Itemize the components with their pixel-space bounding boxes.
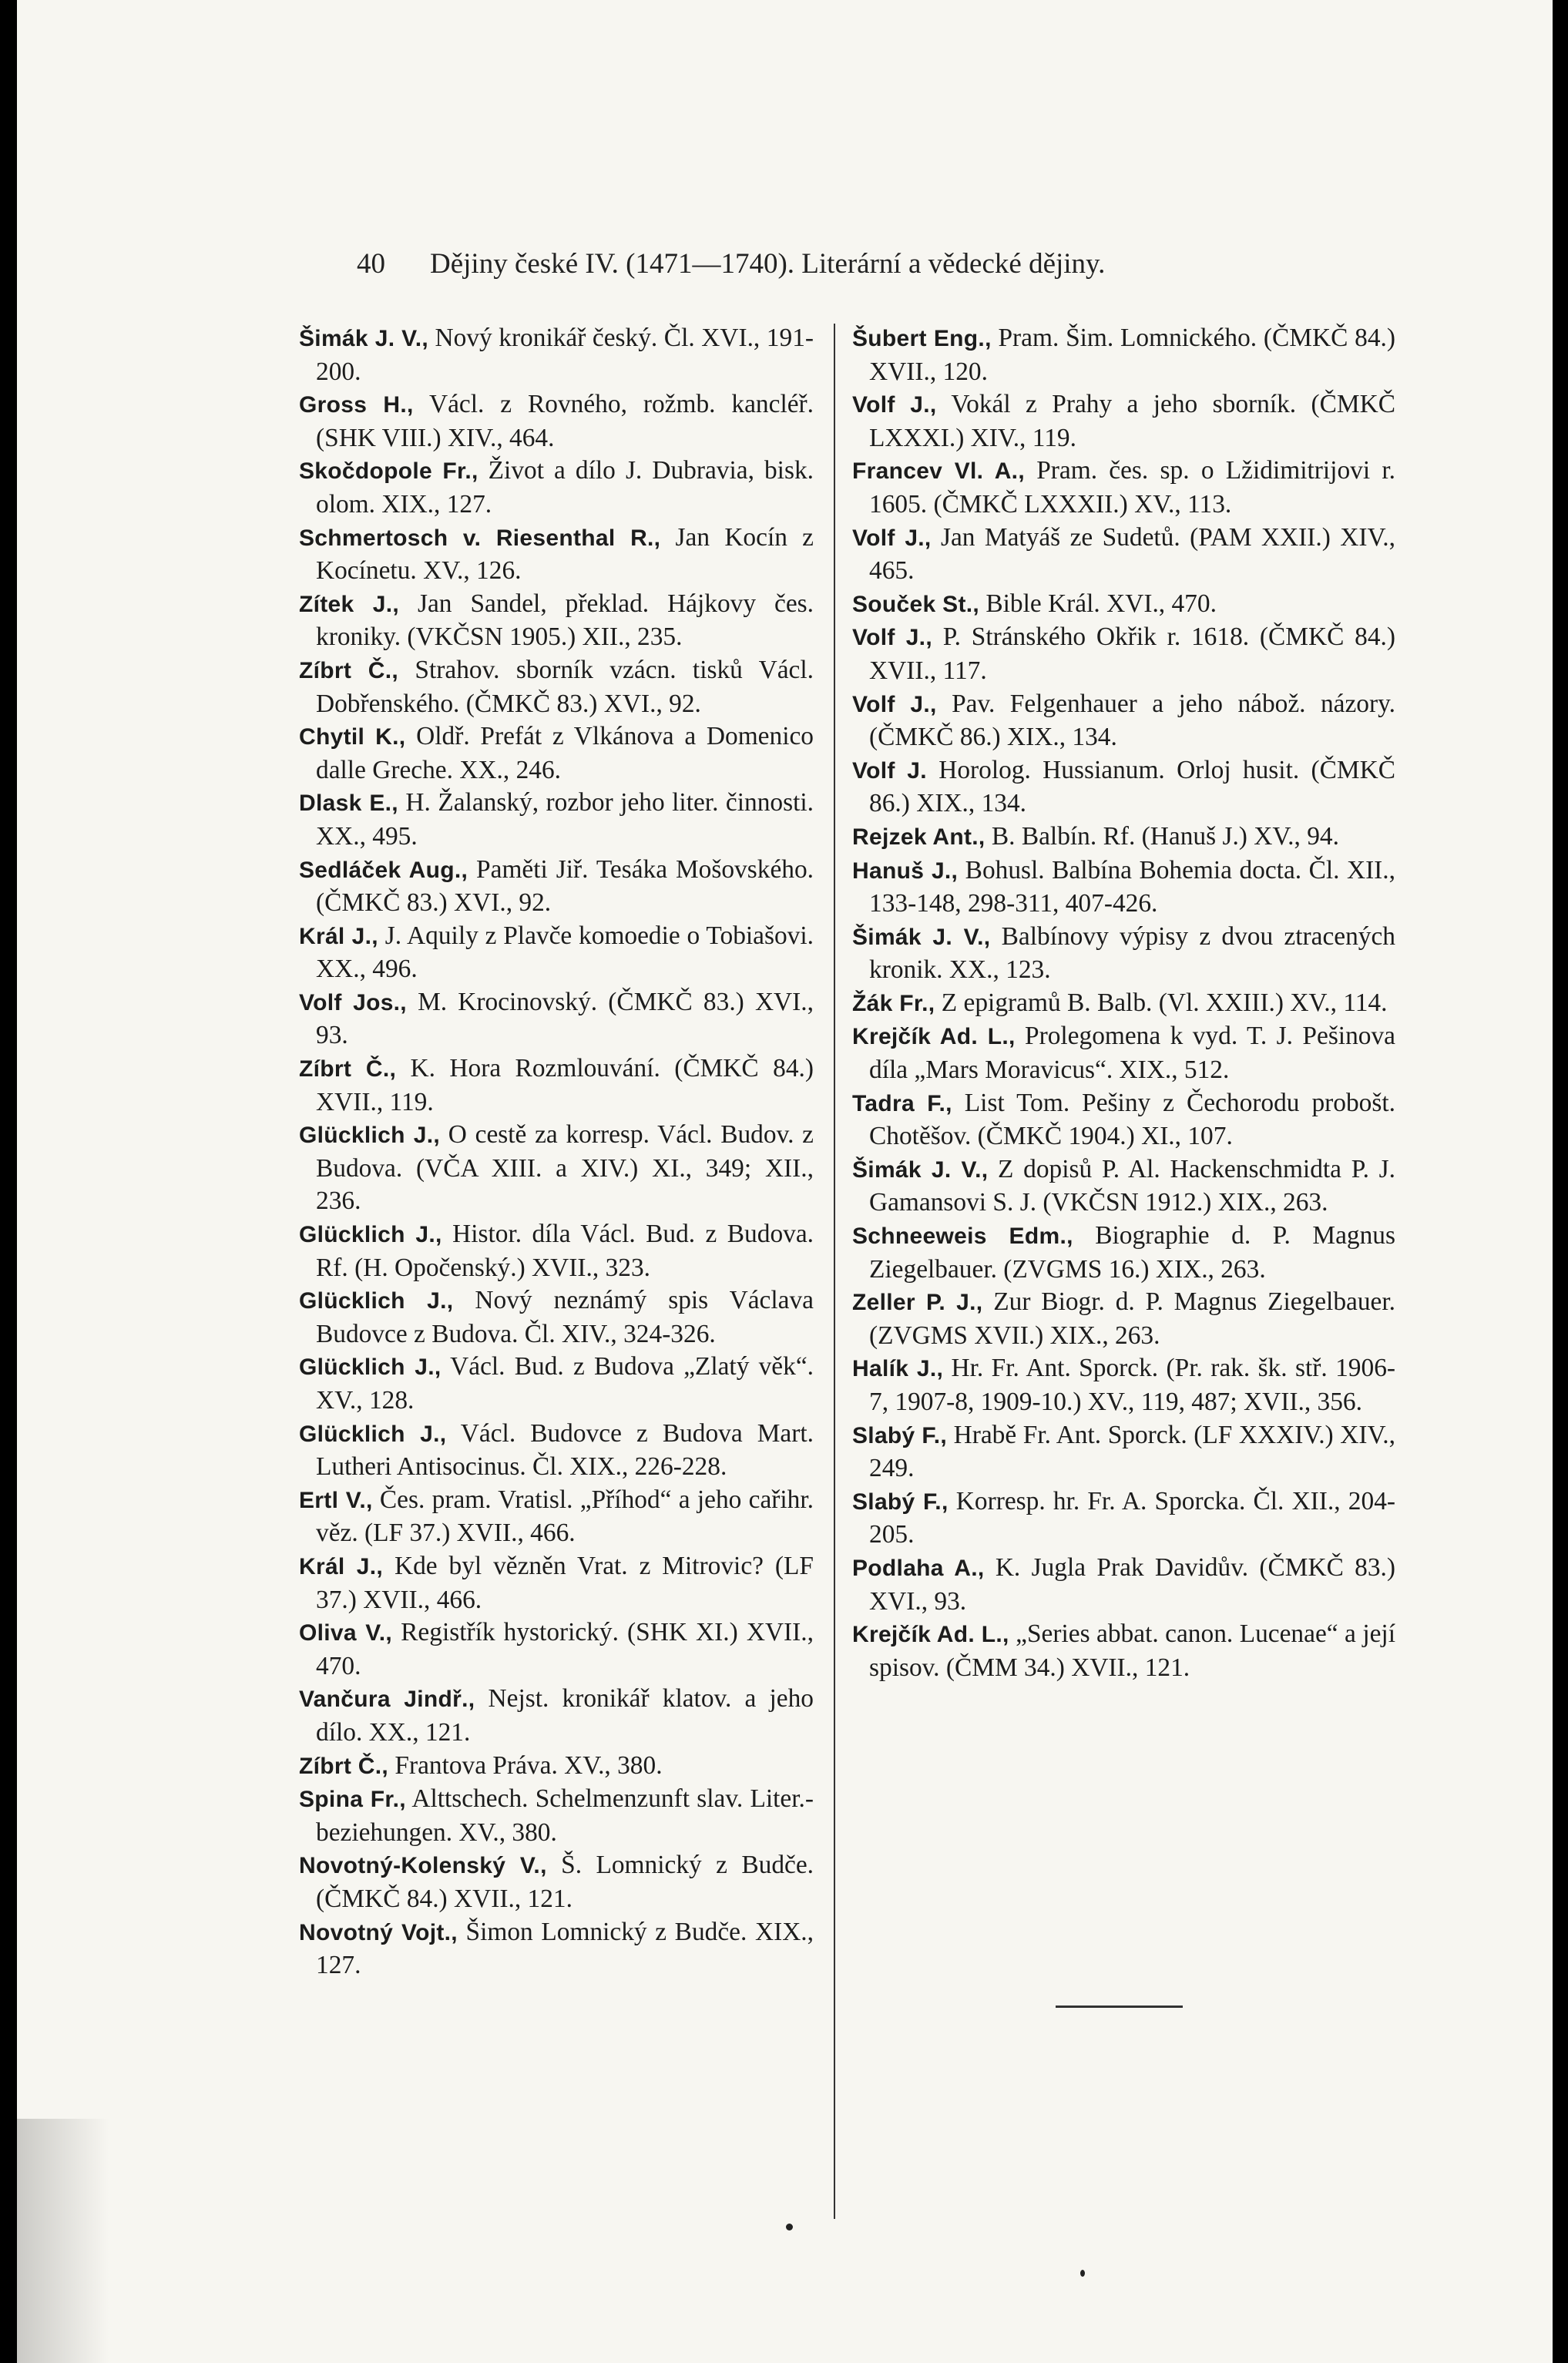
- entry-author: Šubert Eng.,: [852, 326, 992, 351]
- entry-text: Bohusl. Balbína Bohemia docta. Čl. XII., 133-148, 298-311, 407-426.: [869, 855, 1395, 918]
- entry-text: J. Aquily z Plavče komoedie o Tobiašovi. XX., 496.: [316, 921, 814, 984]
- entry-author: Zíbrt Č.,: [299, 657, 399, 683]
- entry-author: Oliva V.,: [299, 1620, 393, 1646]
- entry-author: Hanuš J.,: [852, 858, 959, 884]
- entry-text: Korresp. hr. Fr. A. Sporcka. Čl. XII., 204-205.: [869, 1486, 1396, 1549]
- bibliography-entry: [852, 1286, 1395, 1352]
- entry-text: Život a dílo J. Dubravia, bisk. olom. XIX., 127.: [316, 456, 814, 519]
- entry-author: Krejčík Ad. L.,: [852, 1622, 1009, 1648]
- entry-author: Šimák J. V.,: [299, 326, 428, 351]
- bibliography-entry: [299, 854, 814, 920]
- bibliography-entry: [299, 1750, 814, 1784]
- bibliography-entry: [299, 986, 814, 1052]
- entry-text: Jan Sandel, překlad. Hájkovy čes. kroniky. (VKČSN 1905.) XII., 235.: [316, 589, 814, 652]
- entry-text: Prolegomena k vyd. T. J. Pešinova díla „Mars Moravicus“. XIX., 512.: [869, 1022, 1395, 1085]
- entry-text: Horolog. Hussianum. Orloj husit. (ČMKČ 86.) XIX., 134.: [869, 755, 1396, 818]
- entry-author: Žák Fr.,: [852, 990, 935, 1016]
- bibliography-entry: [299, 920, 814, 986]
- bibliography-entry: [852, 388, 1395, 455]
- entry-author: Volf J.,: [852, 525, 932, 551]
- column-divider: [834, 324, 835, 2219]
- bibliography-entry: [299, 1119, 814, 1218]
- entry-author: Ertl V.,: [299, 1487, 373, 1513]
- entry-text: Hr. Fr. Ant. Sporck. (Pr. rak. šk. stř. 1906-7, 1907-8, 1909-10.) XV., 119, 487; XVII., 356.: [869, 1354, 1396, 1416]
- bibliography-entry: [299, 787, 814, 853]
- entry-author: Šimák J. V.,: [852, 1156, 989, 1183]
- bibliography-entry: [299, 1484, 814, 1550]
- bibliography-entry: [299, 322, 814, 388]
- entry-author: Novotný Vojt.,: [299, 1919, 458, 1945]
- bibliography-entry: [299, 1550, 814, 1616]
- bibliography-entry: [299, 1351, 814, 1417]
- entry-author: Dlask E.,: [299, 790, 398, 817]
- bibliography-entry: [852, 1220, 1395, 1286]
- bibliography-entry: [852, 588, 1395, 622]
- entry-text: Bible Král. XVI., 470.: [979, 589, 1217, 618]
- bibliography-entry: [852, 921, 1395, 987]
- entry-author: Skočdopole Fr.,: [299, 458, 478, 485]
- entry-text: Šimon Lomnický z Budče. XIX., 127.: [316, 1917, 814, 1980]
- bibliography-entry: [852, 1552, 1395, 1618]
- ink-speck: [1080, 2270, 1085, 2277]
- entry-author: Schmertosch v. Riesenthal R.,: [299, 525, 661, 551]
- bibliography-entry: [852, 1618, 1395, 1684]
- entry-author: Sedláček Aug.,: [299, 857, 468, 883]
- bibliography-entry: [852, 1419, 1395, 1485]
- entry-text: Václ. z Rovného, rožmb. kancléř. (SHK VIII.) XIV., 464.: [316, 390, 814, 452]
- entry-text: Pav. Felgenhauer a jeho nábož. názory. (ČMKČ 86.) XIX., 134.: [869, 689, 1395, 752]
- bibliography-entry: [852, 821, 1395, 854]
- entry-text: H. Žalanský, rozbor jeho liter. činnosti. XX., 495.: [316, 788, 814, 851]
- bibliography-entry: [852, 522, 1395, 588]
- entry-text: Nejst. kronikář klatov. a jeho dílo. XX., 121.: [316, 1684, 814, 1747]
- bibliography-entry: [852, 455, 1395, 521]
- entry-text: Vokál z Prahy a jeho sborník. (ČMKČ LXXXI.) XIV., 119.: [869, 390, 1396, 452]
- entry-text: P. Stránského Okřik r. 1618. (ČMKČ 84.) XVII., 117.: [869, 623, 1395, 685]
- entry-author: Glücklich J.,: [299, 1288, 454, 1314]
- entry-text: Paměti Jiř. Tesáka Mošovského. (ČMKČ 83.) XVI., 92.: [316, 854, 814, 918]
- entry-text: Frantova Práva. XV., 380.: [388, 1750, 663, 1780]
- bibliography-entry: [852, 688, 1395, 754]
- entry-author: Slabý F.,: [852, 1489, 949, 1515]
- entry-author: Zeller P. J.,: [852, 1290, 983, 1316]
- entry-author: Král J.,: [299, 923, 378, 949]
- entry-author: Volf Jos.,: [299, 989, 407, 1015]
- bibliography-entry: [852, 987, 1395, 1021]
- entry-text: Čes. pram. Vratisl. „Příhod“ a jeho cařihr. věz. (LF 37.) XVII., 466.: [316, 1485, 814, 1548]
- bibliography-entry: [299, 588, 814, 654]
- entry-author: Tadra F.,: [852, 1090, 952, 1116]
- entry-author: Zíbrt Č.,: [299, 1056, 397, 1082]
- bibliography-entry: [852, 754, 1395, 821]
- entry-text: Pram. čes. sp. o Lžidimitrijovi r. 1605. (ČMKČ LXXXII.) XV., 113.: [869, 456, 1395, 519]
- entry-text: M. Krocinovský. (ČMKČ 83.) XVI., 93.: [316, 987, 814, 1050]
- entry-author: Volf J.,: [852, 625, 932, 651]
- bibliography-entry: [852, 1153, 1395, 1220]
- bibliography-entry: [299, 455, 814, 521]
- entry-author: Vančura Jindř.,: [299, 1687, 475, 1713]
- entry-text: Václ. Budovce z Budova Mart. Lutheri Antisocinus. Čl. XIX., 226-228.: [316, 1418, 814, 1482]
- entry-text: K. Hora Rozmlouvání. (ČMKČ 84.) XVII., 119.: [316, 1054, 814, 1116]
- entry-text: Nový neznámý spis Václava Budovce z Budova. Čl. XIV., 324-326.: [316, 1286, 814, 1348]
- bibliography-entry: [299, 1284, 814, 1351]
- running-title: Dějiny české IV. (1471—1740). Literární a vědecké dějiny.: [430, 248, 1106, 280]
- entry-author: Volf J.,: [852, 691, 937, 717]
- entry-author: Francev Vl. A.,: [852, 458, 1025, 485]
- bibliography-entry: [852, 1087, 1395, 1153]
- entry-text: Balbínovy výpisy z dvou ztracených kronik. XX., 123.: [869, 921, 1395, 985]
- bibliography-entry: [852, 854, 1395, 921]
- bibliography-entry: [299, 1052, 814, 1119]
- bibliography-entry: [852, 1352, 1395, 1418]
- entry-author: Král J.,: [299, 1553, 384, 1579]
- entry-author: Rejzek Ant.,: [852, 824, 985, 850]
- entry-author: Chytil K.,: [299, 724, 406, 750]
- entry-author: Krejčík Ad. L.,: [852, 1024, 1016, 1050]
- entry-text: Registřík hystorický. (SHK XI.) XVII., 470.: [316, 1618, 814, 1680]
- entry-text: K. Jugla Prak Davidův. (ČMKČ 83.) XVI., 93.: [869, 1552, 1396, 1616]
- bibliography-entry: [299, 1418, 814, 1484]
- page-number: 40: [357, 248, 385, 280]
- bibliography-entry: [852, 621, 1395, 687]
- entry-text: Z dopisů P. Al. Hackenschmidta P. J. Gamansovi S. J. (VKČSN 1912.) XIX., 263.: [869, 1154, 1395, 1217]
- bibliography-entry: [852, 1485, 1395, 1552]
- entry-text: Pram. Šim. Lomnického. (ČMKČ 84.) XVII., 120.: [869, 324, 1395, 386]
- bibliography-entry: [299, 720, 814, 787]
- bibliography-entry: [299, 1218, 814, 1284]
- running-header: [357, 247, 1358, 282]
- entry-author: Souček St.,: [852, 591, 980, 617]
- entry-text: „Series abbat. canon. Lucenae“ a její spisov. (ČMM 34.) XVII., 121.: [869, 1620, 1395, 1682]
- bibliography-entry: [852, 1020, 1395, 1086]
- bibliography-entry: [299, 522, 814, 588]
- bibliography-entry: [299, 1783, 814, 1849]
- ink-speck: [786, 2224, 793, 2230]
- entry-author: Zíbrt Č.,: [299, 1753, 389, 1779]
- bibliography-entry: [299, 1683, 814, 1749]
- entry-text: Jan Matyáš ze Sudetů. (PAM XXII.) XIV., 465.: [869, 522, 1395, 586]
- entry-text: Z epigramů B. Balb. (Vl. XXIII.) XV., 114.: [935, 988, 1388, 1017]
- entry-author: Volf J.,: [852, 392, 937, 418]
- entry-author: Novotný-Kolenský V.,: [299, 1853, 547, 1879]
- bibliography-entry: [299, 388, 814, 455]
- entry-text: Histor. díla Václ. Bud. z Budova. Rf. (H. Opočenský.) XVII., 323.: [316, 1220, 814, 1282]
- entry-author: Glücklich J.,: [299, 1421, 447, 1447]
- page-edge-shadow: [17, 2119, 109, 2363]
- entry-text: O cestě za korresp. Václ. Budov. z Budova. (VČA XIII. a XIV.) XI., 349; XII., 236.: [316, 1120, 814, 1216]
- entry-author: Zítek J.,: [299, 591, 400, 617]
- entry-author: Gross H.,: [299, 392, 414, 418]
- entry-author: Schneeweis Edm.,: [852, 1223, 1073, 1250]
- entry-text: Jan Kocín z Kocínetu. XV., 126.: [316, 522, 814, 586]
- entry-author: Šimák J. V.,: [852, 924, 991, 950]
- entry-text: Š. Lomnický z Budče. (ČMKČ 84.) XVII., 121.: [316, 1851, 814, 1913]
- entry-author: Glücklich J.,: [299, 1354, 442, 1381]
- entry-text: B. Balbín. Rf. (Hanuš J.) XV., 94.: [985, 821, 1339, 851]
- right-column: [852, 322, 1395, 1684]
- entry-author: Podlaha A.,: [852, 1555, 985, 1581]
- entry-author: Spina Fr.,: [299, 1787, 406, 1813]
- bibliography-entry: [299, 1916, 814, 1982]
- left-column: [299, 322, 814, 1982]
- entry-text: Hrabě Fr. Ant. Sporck. (LF XXXIV.) XIV., 249.: [869, 1420, 1395, 1483]
- entry-text: Oldř. Prefát z Vlkánova a Domenico dalle Greche. XX., 246.: [316, 722, 814, 784]
- entry-author: Slabý F.,: [852, 1422, 947, 1448]
- entry-text: Kde byl vězněn Vrat. z Mitrovic? (LF 37.) XVII., 466.: [316, 1551, 814, 1614]
- entry-author: Halík J.,: [852, 1356, 944, 1382]
- entry-text: Biographie d. P. Magnus Ziegelbauer. (ZVGMS 16.) XIX., 263.: [869, 1221, 1395, 1284]
- entry-text: Václ. Bud. z Budova „Zlatý věk“. XV., 128.: [316, 1352, 814, 1415]
- entry-text: List Tom. Pešiny z Čechorodu probošt. Chotěšov. (ČMKČ 1904.) XI., 107.: [869, 1088, 1395, 1151]
- entry-text: Zur Biogr. d. P. Magnus Ziegelbauer. (ZVGMS XVII.) XIX., 263.: [869, 1287, 1395, 1350]
- end-rule: [1056, 2006, 1183, 2008]
- entry-author: Volf J.: [852, 757, 927, 784]
- entry-author: Glücklich J.,: [299, 1123, 441, 1149]
- entry-text: Alttschech. Schelmenzunft slav. Liter.-beziehungen. XV., 380.: [316, 1784, 814, 1847]
- entry-text: Nový kronikář český. Čl. XVI., 191-200.: [316, 324, 814, 386]
- bibliography-entry: [299, 1616, 814, 1683]
- bibliography-entry: [852, 322, 1395, 388]
- entry-author: Glücklich J.,: [299, 1222, 442, 1248]
- bibliography-entry: [299, 1849, 814, 1915]
- entry-text: Strahov. sborník vzácn. tisků Václ. Dobřenského. (ČMKČ 83.) XVI., 92.: [316, 655, 814, 718]
- bibliography-entry: [299, 654, 814, 720]
